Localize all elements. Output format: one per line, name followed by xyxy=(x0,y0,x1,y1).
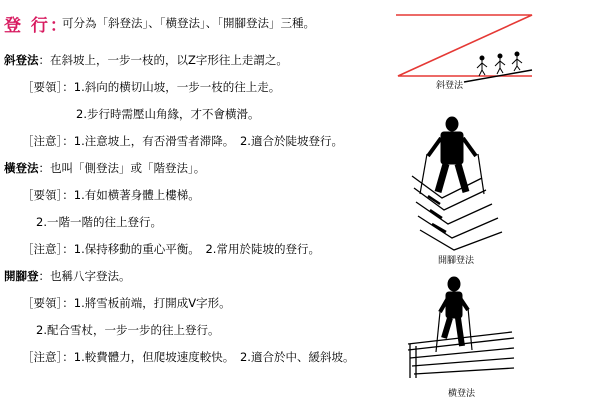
note-herringbone xyxy=(22,350,354,364)
tips-herringbone-2: 2.配合雪杖，一步一步的往上登行。 xyxy=(36,323,220,337)
v-shaped-ski-tracks-icon xyxy=(412,176,502,250)
tips-label: ［要領］ xyxy=(22,80,63,94)
note-side xyxy=(22,242,320,256)
note-text: ：1.注意坡上，有否滑雪者滞降。 2.適合於陡坡登行。 xyxy=(62,134,343,148)
note-label: ［注意］ xyxy=(22,242,63,256)
desc-herringbone: ：也稱八字登法。 xyxy=(38,269,131,283)
desc-diagonal: ：在斜坡上，一步一枝的，以Z字形往上走謂之。 xyxy=(38,53,288,67)
diagonal-climb-figure xyxy=(396,12,536,92)
tips-text: ：1.將雪板前端，打開成V字形。 xyxy=(62,296,231,310)
tips-text: ：1.斜向的横切山坡，一步一枝的往上走。 xyxy=(62,80,281,94)
desc-side: ：也叫「側登法」或「階登法」。 xyxy=(38,161,206,175)
herringbone-climb-figure xyxy=(408,112,508,252)
page-title: 登 行： xyxy=(4,16,69,36)
section-diagonal-heading xyxy=(4,53,288,67)
term-herringbone: 開腳登 xyxy=(4,269,39,283)
note-text: ：1.較費體力，但爬坡速度較快。 2.適合於中、緩斜坡。 xyxy=(62,350,355,364)
note-text: ：1.保持移動的重心平衡。 2.常用於陡坡的登行。 xyxy=(62,242,320,256)
tips-herringbone-1 xyxy=(22,296,231,310)
tips-text: ：1.有如横著身體上樓梯。 xyxy=(62,188,200,202)
section-side-heading xyxy=(4,161,205,175)
tips-diagonal-1 xyxy=(22,80,280,94)
tips-side-1 xyxy=(22,188,200,202)
tips-label: ［要領］ xyxy=(22,188,63,202)
tips-label: ［要領］ xyxy=(22,296,63,310)
note-label: ［注意］ xyxy=(22,134,63,148)
term-diagonal: 斜登法 xyxy=(4,53,39,67)
caption-side-step: 横登法 xyxy=(448,389,476,399)
caption-diagonal: 斜登法 xyxy=(436,81,464,91)
tips-side-2: 2.一階一階的往上登行。 xyxy=(36,215,162,229)
tips-diagonal-2: 2.步行時需壓山角緣，才不會横滑。 xyxy=(76,107,260,121)
intro-text: 可分為「斜登法」、「横登法」、「開腳登法」三種。 xyxy=(62,16,315,30)
section-herringbone-heading xyxy=(4,269,131,283)
caption-herringbone: 開腳登法 xyxy=(438,256,475,266)
side-step-climb-figure xyxy=(402,272,518,384)
term-side: 橫登法 xyxy=(4,161,39,175)
zigzag-path-icon xyxy=(396,15,532,76)
note-diagonal xyxy=(22,134,343,148)
note-label: ［注意］ xyxy=(22,350,63,364)
